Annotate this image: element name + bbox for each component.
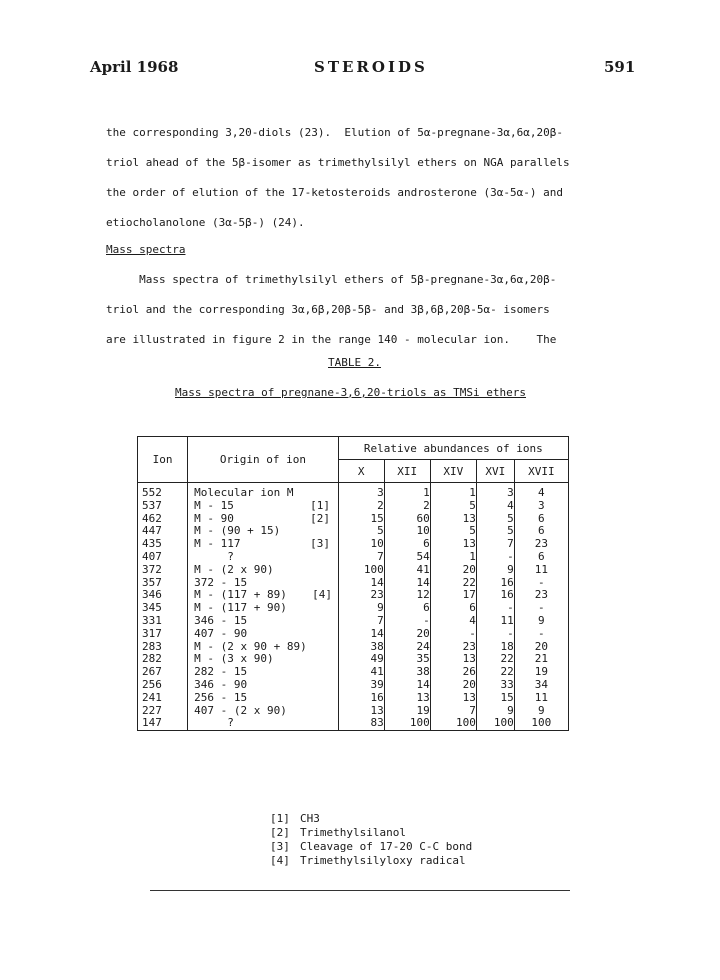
body-line-6: triol and the corresponding 3α,6β,20β-5β- and 3β,6β,20β-5α- isomers — [106, 303, 550, 316]
abundance-value: 21 — [534, 652, 548, 666]
abundance-value: 49 — [370, 652, 384, 666]
abundance-value: 22 — [500, 665, 514, 679]
abundance-value: 41 — [416, 562, 430, 576]
abundance-value: - — [507, 601, 514, 615]
footnote — [270, 840, 472, 854]
abundance-value: 14 — [416, 575, 430, 589]
abundance-value: 10 — [416, 524, 430, 538]
subheader: XVI — [476, 460, 514, 483]
abundance-value: 2 — [423, 498, 430, 512]
abundance-value: 16 — [370, 690, 384, 704]
abundance-value: 100 — [493, 716, 514, 730]
ion-value: 241 — [142, 690, 162, 704]
ion-value: 357 — [142, 575, 162, 589]
abundance-value: 4 — [469, 613, 476, 627]
footnote-ref: [2] — [310, 511, 331, 525]
mass-spectra-table — [137, 436, 569, 731]
footnote-ref: [4] — [312, 588, 333, 602]
subheader: XVII — [514, 460, 568, 483]
abundance-value: 1 — [423, 486, 430, 499]
abundance-value: 1 — [469, 549, 476, 563]
abundance-value: 18 — [500, 639, 514, 653]
abundance-value: 16 — [500, 575, 514, 589]
abundance-value: 100 — [455, 716, 476, 730]
abundance-value: 19 — [416, 703, 430, 717]
abundance-value: 9 — [377, 601, 384, 615]
abundance-value: 7 — [469, 703, 476, 717]
abundance-value: 3 — [538, 498, 545, 512]
abundance-value: 22 — [462, 575, 476, 589]
abundance-value: 15 — [500, 690, 514, 704]
abundance-value: 38 — [370, 639, 384, 653]
abundance-column-xvii — [514, 483, 568, 731]
abundance-value: 35 — [416, 652, 430, 666]
footnote-text: CH3 — [300, 812, 320, 825]
abundance-value: 6 — [423, 537, 430, 551]
abundance-value: 23 — [462, 639, 476, 653]
abundance-value: 23 — [370, 588, 384, 602]
footnote-mark: [4] — [270, 854, 290, 867]
abundance-value: 14 — [370, 575, 384, 589]
abundance-value: 11 — [534, 562, 548, 576]
footnote-mark: [1] — [270, 812, 290, 825]
origin-value: 407 - (2 x 90) — [194, 703, 287, 717]
abundance-value: 6 — [423, 601, 430, 615]
abundance-column-xii — [384, 483, 430, 731]
footnote-ref: [3] — [310, 537, 331, 551]
abundance-value: 20 — [462, 562, 476, 576]
abundance-value: 14 — [370, 626, 384, 640]
abundance-value: 38 — [416, 665, 430, 679]
abundance-value: 19 — [534, 665, 548, 679]
abundance-value: 3 — [507, 486, 514, 499]
ion-value: 346 — [142, 588, 162, 602]
abundance-value: 10 — [370, 537, 384, 551]
origin-value: 346 - 15 — [194, 613, 248, 627]
abundance-value: 17 — [462, 588, 476, 602]
footer-rule — [150, 890, 570, 891]
abundance-value: - — [538, 575, 545, 589]
abundance-value: 100 — [409, 716, 430, 730]
abundance-value: 23 — [534, 588, 548, 602]
origin-value: M - (117 + 89) [4] — [194, 588, 333, 602]
subheader: X — [338, 460, 384, 483]
abundance-value: 13 — [462, 690, 476, 704]
abundance-value: 6 — [469, 601, 476, 615]
col-header-group: Relative abundances of ions — [338, 437, 568, 460]
ion-value: 267 — [142, 665, 162, 679]
abundance-value: - — [469, 626, 476, 640]
footnote-mark: [3] — [270, 840, 290, 853]
origin-value: M - (117 + 90) — [194, 601, 287, 615]
table-label: TABLE 2. — [328, 356, 381, 369]
abundance-value: 15 — [370, 511, 384, 525]
origin-value: 372 - 15 — [194, 575, 248, 589]
abundance-value: 7 — [377, 613, 384, 627]
ion-value: 317 — [142, 626, 162, 640]
abundance-value: 5 — [377, 524, 384, 538]
footnote-text: Trimethylsilyloxy radical — [300, 854, 466, 867]
abundance-value: 39 — [370, 677, 384, 691]
abundance-value: 1 — [469, 486, 476, 499]
origin-value: ? — [194, 549, 234, 563]
abundance-column-xvi — [476, 483, 514, 731]
footnote-text: Cleavage of 17-20 C-C bond — [300, 840, 473, 853]
origin-value: M - (2 x 90) — [194, 562, 274, 576]
abundance-value: 16 — [500, 588, 514, 602]
body-line-4: etiocholanolone (3α-5β-) (24). — [106, 216, 305, 229]
abundance-value: 5 — [469, 524, 476, 538]
col-header-origin: Origin of ion — [188, 437, 338, 483]
ion-value: 147 — [142, 716, 162, 730]
ion-value: 256 — [142, 677, 162, 691]
body-line-3: the order of elution of the 17-ketosteroids androsterone (3α-5α-) and — [106, 186, 563, 199]
abundance-value: 7 — [377, 549, 384, 563]
abundance-value: 9 — [507, 703, 514, 717]
table-footnotes — [270, 812, 472, 868]
abundance-column-xiv — [430, 483, 476, 731]
origin-value: M - (90 + 15) — [194, 524, 281, 538]
origin-value: M - (3 x 90) — [194, 652, 274, 666]
abundance-value: 83 — [370, 716, 384, 730]
ion-column — [138, 483, 188, 731]
abundance-value: 9 — [538, 613, 545, 627]
body-line-1: the corresponding 3,20-diols (23). Elution of 5α-pregnane-3α,6α,20β- — [106, 126, 563, 139]
origin-value: M - 117 [3] — [194, 537, 331, 551]
ion-value: 372 — [142, 562, 162, 576]
abundance-value: - — [507, 549, 514, 563]
abundance-value: 11 — [534, 690, 548, 704]
footnote-mark: [2] — [270, 826, 290, 839]
subheader: XII — [384, 460, 430, 483]
ion-value: 435 — [142, 537, 162, 551]
origin-value: 256 - 15 — [194, 690, 248, 704]
abundance-value: 5 — [507, 511, 514, 525]
abundance-value: 23 — [534, 537, 548, 551]
ion-value: 447 — [142, 524, 162, 538]
abundance-value: 5 — [469, 498, 476, 512]
abundance-value: 33 — [500, 677, 514, 691]
abundance-value: 13 — [462, 511, 476, 525]
section-heading: Mass spectra — [106, 243, 186, 256]
abundance-value: 41 — [370, 665, 384, 679]
origin-value: M - 90 [2] — [194, 511, 331, 525]
ion-value: 227 — [142, 703, 162, 717]
abundance-value: 100 — [363, 562, 384, 576]
ion-value: 345 — [142, 601, 162, 615]
footnote-text: Trimethylsilanol — [300, 826, 406, 839]
abundance-value: 6 — [538, 524, 545, 538]
page-number: 591 — [604, 58, 636, 76]
abundance-value: 60 — [416, 511, 430, 525]
abundance-value: 13 — [462, 537, 476, 551]
ion-value: 283 — [142, 639, 162, 653]
abundance-value: 20 — [416, 626, 430, 640]
origin-value: ? — [194, 716, 234, 730]
footnote-ref: [1] — [310, 498, 331, 512]
abundance-value: 12 — [416, 588, 430, 602]
ion-value: 407 — [142, 549, 162, 563]
abundance-value: - — [538, 601, 545, 615]
origin-value: 346 - 90 — [194, 677, 248, 691]
table-caption: Mass spectra of pregnane-3,6,20-triols as TMSi ethers — [175, 386, 526, 399]
abundance-value: 13 — [462, 652, 476, 666]
abundance-value: 2 — [377, 498, 384, 512]
body-line-5: Mass spectra of trimethylsilyl ethers of 5β-pregnane-3α,6α,20β- — [106, 273, 557, 286]
abundance-value: 34 — [534, 677, 548, 691]
footnote — [270, 854, 472, 868]
abundance-value: 11 — [500, 613, 514, 627]
abundance-value: 3 — [377, 486, 384, 499]
abundance-value: 54 — [416, 549, 430, 563]
ion-value: 552 — [142, 486, 162, 499]
footnote — [270, 826, 472, 840]
abundance-column-x — [338, 483, 384, 731]
running-header-journal: STEROIDS — [314, 58, 428, 76]
ion-value: 282 — [142, 652, 162, 666]
ion-value: 462 — [142, 511, 162, 525]
abundance-value: 14 — [416, 677, 430, 691]
origin-value: M - (2 x 90 + 89) — [194, 639, 307, 653]
origin-value: 407 - 90 — [194, 626, 248, 640]
abundance-value: 24 — [416, 639, 430, 653]
abundance-value: 100 — [531, 716, 552, 730]
footnote — [270, 812, 472, 826]
abundance-value: 9 — [538, 703, 545, 717]
abundance-value: 20 — [534, 639, 548, 653]
abundance-value: 13 — [416, 690, 430, 704]
abundance-value: 6 — [538, 549, 545, 563]
origin-value: M - 15 [1] — [194, 498, 331, 512]
abundance-value: - — [538, 626, 545, 640]
abundance-value: 6 — [538, 511, 545, 525]
ion-value: 537 — [142, 498, 162, 512]
abundance-value: 26 — [462, 665, 476, 679]
abundance-value: 4 — [538, 486, 545, 499]
abundance-value: - — [423, 613, 430, 627]
abundance-value: 20 — [462, 677, 476, 691]
abundance-value: 22 — [500, 652, 514, 666]
origin-value: Molecular ion M — [194, 486, 294, 499]
col-header-ion: Ion — [138, 437, 188, 483]
subheader: XIV — [430, 460, 476, 483]
abundance-value: - — [507, 626, 514, 640]
abundance-value: 9 — [507, 562, 514, 576]
origin-column — [188, 483, 338, 731]
abundance-value: 5 — [507, 524, 514, 538]
abundance-value: 4 — [507, 498, 514, 512]
ion-value: 331 — [142, 613, 162, 627]
body-line-2: triol ahead of the 5β-isomer as trimethylsilyl ethers on NGA parallels — [106, 156, 570, 169]
abundance-value: 7 — [507, 537, 514, 551]
origin-value: 282 - 15 — [194, 665, 248, 679]
body-line-7: are illustrated in figure 2 in the range 140 - molecular ion. The — [106, 333, 557, 346]
abundance-value: 13 — [370, 703, 384, 717]
running-header-date: April 1968 — [90, 58, 179, 76]
